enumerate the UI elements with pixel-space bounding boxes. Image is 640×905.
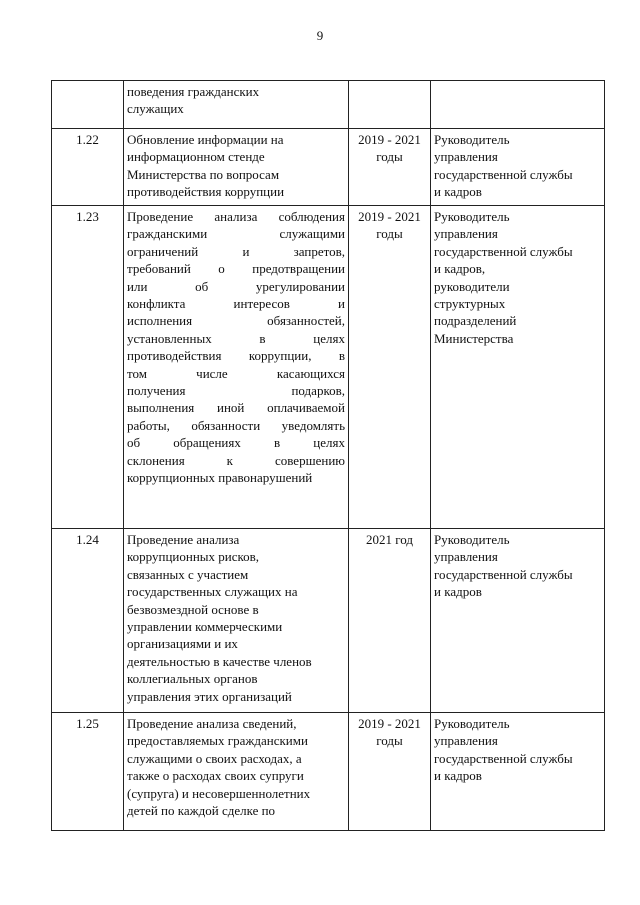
activity-line: гражданскими служащими	[127, 226, 345, 242]
responsible-line: управления	[434, 733, 498, 749]
item-number: 1.23	[52, 206, 124, 529]
term-cell	[349, 206, 431, 529]
table-row	[52, 206, 605, 529]
activity-line: организациями и их	[127, 636, 238, 652]
item-number: 1.24	[52, 529, 124, 713]
term-cell	[349, 713, 431, 831]
activity-line: требований о предотвращении	[127, 261, 345, 277]
responsible-line: и кадров	[434, 768, 482, 784]
responsible-line: Руководитель	[434, 532, 510, 547]
responsible-line: управления	[434, 226, 498, 242]
activity-line: Проведение анализа	[127, 532, 240, 547]
responsible-line: Руководитель	[434, 716, 510, 731]
activity-line: коррупционных рисков,	[127, 549, 260, 565]
activity-cell	[124, 529, 349, 713]
responsible-line: государственной службы	[434, 166, 573, 182]
activity-line: выполнения иной оплачиваемой	[127, 400, 345, 416]
activity-cell	[124, 713, 349, 831]
measures-table	[51, 80, 605, 831]
table-row	[52, 529, 605, 713]
table-row	[52, 129, 605, 206]
activity-cell	[124, 81, 349, 129]
responsible-line: и кадров,	[434, 261, 486, 277]
item-number: 1.25	[52, 713, 124, 831]
term-line: 2021 год	[366, 532, 413, 547]
responsible-cell	[431, 713, 605, 831]
responsible-line: и кадров	[434, 184, 482, 200]
term-line: годы	[376, 149, 403, 165]
term-line: годы	[376, 226, 403, 242]
activity-line: также о расходах своих супруги	[127, 768, 304, 784]
activity-line: служащими о своих расходах, а	[127, 750, 302, 766]
responsible-cell	[431, 81, 605, 129]
activity-line: безвозмездной основе в	[127, 601, 259, 617]
activity-line: склонения к совершению	[127, 452, 345, 468]
activity-line: государственных служащих на	[127, 584, 298, 600]
activity-cell	[124, 129, 349, 206]
activity-line: коррупционных правонарушений	[127, 470, 313, 486]
term-cell	[349, 529, 431, 713]
activity-line: управления этих организаций	[127, 688, 292, 704]
activity-line: установленных в целях	[127, 330, 345, 346]
item-number	[52, 81, 124, 129]
activity-line: поведения гражданских	[127, 84, 260, 99]
activity-line: или об урегулировании	[127, 278, 345, 294]
activity-line: получения подарков,	[127, 383, 345, 399]
activity-line: детей по каждой сделке по	[127, 803, 276, 819]
activity-line: том числе касающихся	[127, 365, 345, 381]
responsible-line: структурных	[434, 296, 506, 312]
activity-line: конфликта интересов и	[127, 296, 345, 312]
responsible-line: управления	[434, 549, 498, 565]
responsible-line: Министерства	[434, 330, 514, 346]
responsible-line: государственной службы	[434, 566, 573, 582]
activity-line: Министерства по вопросам	[127, 166, 280, 182]
activity-line: противодействия коррупции	[127, 184, 285, 200]
responsible-line: Руководитель	[434, 209, 510, 224]
activity-line: управлении коммерческими	[127, 619, 283, 635]
activity-line: Обновление информации на	[127, 132, 284, 147]
table-row	[52, 81, 605, 129]
term-line: 2019 - 2021	[358, 132, 421, 147]
responsible-line: подразделений	[434, 313, 517, 329]
responsible-cell	[431, 206, 605, 529]
activity-line: Проведение анализа соблюдения	[127, 209, 345, 224]
activity-line: работы, обязанности уведомлять	[127, 417, 345, 433]
activity-line: (супруга) и несовершеннолетних	[127, 785, 311, 801]
activity-line: связанных с участием	[127, 566, 249, 582]
activity-line: об обращениях в целях	[127, 435, 345, 451]
responsible-line: государственной службы	[434, 750, 573, 766]
activity-line: Проведение анализа сведений,	[127, 716, 297, 731]
table-row	[52, 713, 605, 831]
activity-line: противодействия коррупции, в	[127, 348, 345, 364]
term-cell	[349, 129, 431, 206]
item-number: 1.22	[52, 129, 124, 206]
responsible-cell	[431, 129, 605, 206]
term-cell	[349, 81, 431, 129]
term-line: 2019 - 2021	[358, 209, 421, 224]
activity-line: коллегиальных органов	[127, 671, 258, 687]
activity-line: предоставляемых гражданскими	[127, 733, 308, 749]
activity-line: служащих	[127, 101, 184, 117]
activity-cell	[124, 206, 349, 529]
responsible-line: и кадров	[434, 584, 482, 600]
page-number: 9	[316, 28, 324, 43]
responsible-line: Руководитель	[434, 132, 510, 147]
responsible-line: государственной службы	[434, 243, 573, 259]
responsible-line: руководители	[434, 278, 510, 294]
activity-line: ограничений и запретов,	[127, 243, 345, 259]
term-line: 2019 - 2021	[358, 716, 421, 731]
activity-line: информационном стенде	[127, 149, 265, 165]
responsible-cell	[431, 529, 605, 713]
responsible-line: управления	[434, 149, 498, 165]
term-line: годы	[376, 733, 403, 749]
activity-line: исполнения обязанностей,	[127, 313, 345, 329]
activity-line: деятельностью в качестве членов	[127, 653, 312, 669]
